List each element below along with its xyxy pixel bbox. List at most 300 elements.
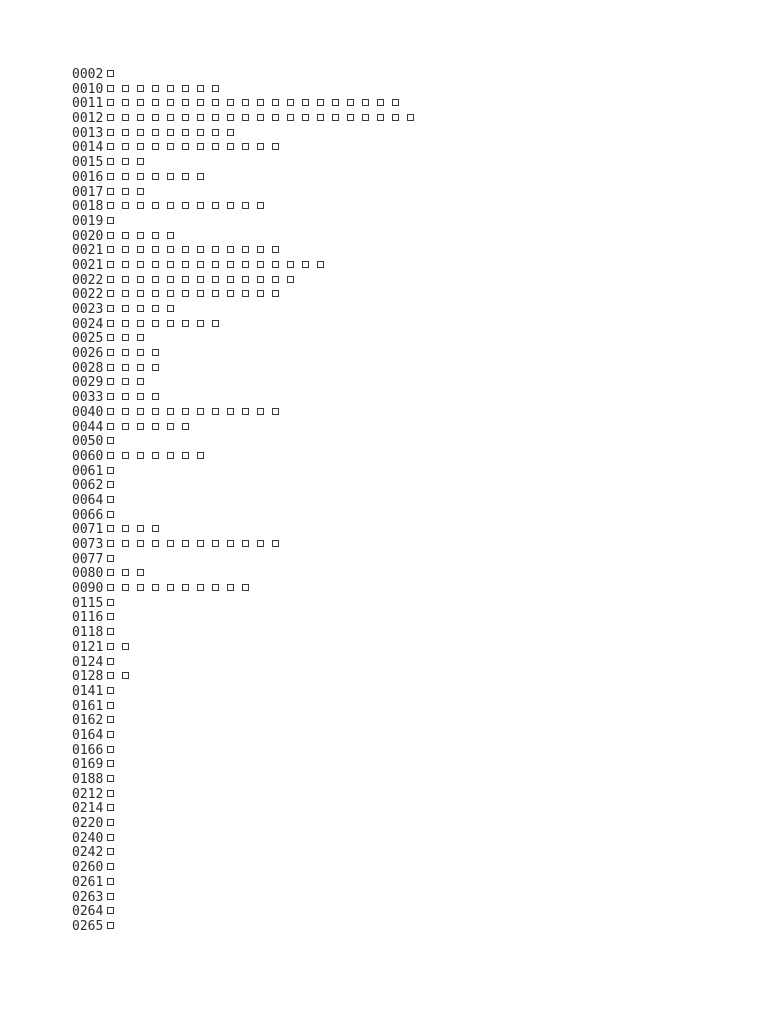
- notdef-box-icon: [122, 525, 129, 532]
- notdef-box-icon: [152, 393, 159, 400]
- row-boxes: [103, 640, 129, 655]
- notdef-box-icon: [137, 143, 144, 150]
- row-boxes: [103, 875, 114, 890]
- row-boxes: [103, 816, 114, 831]
- notdef-box-icon: [302, 114, 309, 121]
- code-row: [72, 788, 414, 803]
- notdef-box-icon: [212, 408, 219, 415]
- notdef-box-icon: [257, 408, 264, 415]
- row-boxes: [103, 361, 159, 376]
- notdef-box-icon: [107, 658, 114, 665]
- notdef-box-icon: [107, 408, 114, 415]
- notdef-box-icon: [107, 907, 114, 914]
- row-code-label: 0021: [72, 243, 104, 259]
- row-code-label: 0220: [72, 816, 104, 832]
- row-code-label: 0261: [72, 874, 104, 890]
- row-boxes: [103, 845, 114, 860]
- notdef-box-icon: [137, 158, 144, 165]
- code-row: [72, 641, 414, 656]
- code-row: [72, 376, 414, 391]
- notdef-box-icon: [167, 114, 174, 121]
- notdef-box-icon: [137, 232, 144, 239]
- notdef-box-icon: [107, 246, 114, 253]
- code-row: [72, 347, 414, 362]
- row-code-label: 0124: [72, 654, 104, 670]
- row-code-label: 0018: [72, 199, 104, 215]
- notdef-box-icon: [137, 276, 144, 283]
- row-code-label: 0050: [72, 434, 104, 450]
- notdef-box-icon: [257, 540, 264, 547]
- notdef-box-icon: [212, 261, 219, 268]
- notdef-box-icon: [167, 129, 174, 136]
- row-code-label: 0022: [72, 287, 104, 303]
- notdef-box-icon: [137, 320, 144, 327]
- notdef-box-icon: [182, 129, 189, 136]
- notdef-box-icon: [122, 143, 129, 150]
- notdef-box-icon: [107, 702, 114, 709]
- row-boxes: [103, 699, 114, 714]
- row-code-label: 0011: [72, 96, 104, 112]
- row-boxes: [103, 258, 324, 273]
- row-code-label: 0010: [72, 81, 104, 97]
- notdef-box-icon: [242, 261, 249, 268]
- notdef-box-icon: [407, 114, 414, 121]
- notdef-box-icon: [197, 173, 204, 180]
- notdef-box-icon: [257, 290, 264, 297]
- row-boxes: [103, 478, 114, 493]
- notdef-box-icon: [107, 99, 114, 106]
- notdef-box-icon: [122, 672, 129, 679]
- code-row: [72, 700, 414, 715]
- code-row: [72, 773, 414, 788]
- row-code-label: 0265: [72, 918, 104, 934]
- notdef-box-icon: [152, 114, 159, 121]
- row-boxes: [103, 331, 144, 346]
- notdef-box-icon: [212, 143, 219, 150]
- code-row: [72, 744, 414, 759]
- row-boxes: [103, 508, 114, 523]
- notdef-box-icon: [107, 70, 114, 77]
- notdef-box-icon: [167, 423, 174, 430]
- notdef-box-icon: [242, 276, 249, 283]
- row-code-label: 0116: [72, 610, 104, 626]
- notdef-box-icon: [152, 143, 159, 150]
- code-row: [72, 244, 414, 259]
- notdef-box-icon: [167, 232, 174, 239]
- notdef-box-icon: [137, 173, 144, 180]
- row-code-label: 0264: [72, 904, 104, 920]
- row-boxes: [103, 522, 159, 537]
- notdef-box-icon: [182, 290, 189, 297]
- row-code-label: 0080: [72, 566, 104, 582]
- notdef-box-icon: [137, 408, 144, 415]
- code-row: [72, 729, 414, 744]
- notdef-box-icon: [137, 188, 144, 195]
- notdef-box-icon: [152, 129, 159, 136]
- row-boxes: [103, 229, 174, 244]
- notdef-box-icon: [107, 525, 114, 532]
- notdef-box-icon: [137, 261, 144, 268]
- notdef-box-icon: [197, 408, 204, 415]
- notdef-box-icon: [167, 99, 174, 106]
- notdef-box-icon: [107, 290, 114, 297]
- row-boxes: [103, 537, 279, 552]
- notdef-box-icon: [122, 276, 129, 283]
- notdef-box-icon: [362, 114, 369, 121]
- code-row: [72, 523, 414, 538]
- notdef-box-icon: [167, 540, 174, 547]
- notdef-box-icon: [197, 584, 204, 591]
- notdef-box-icon: [107, 232, 114, 239]
- row-boxes: [103, 772, 114, 787]
- notdef-box-icon: [167, 85, 174, 92]
- row-code-label: 0121: [72, 639, 104, 655]
- code-row: [72, 832, 414, 847]
- notdef-box-icon: [197, 276, 204, 283]
- row-code-label: 0025: [72, 331, 104, 347]
- notdef-box-icon: [287, 114, 294, 121]
- row-boxes: [103, 287, 279, 302]
- code-row: [72, 920, 414, 935]
- notdef-box-icon: [212, 584, 219, 591]
- row-code-label: 0164: [72, 727, 104, 743]
- notdef-box-icon: [107, 129, 114, 136]
- code-row: [72, 406, 414, 421]
- notdef-box-icon: [257, 261, 264, 268]
- notdef-box-icon: [182, 452, 189, 459]
- notdef-box-icon: [242, 408, 249, 415]
- code-row: [72, 97, 414, 112]
- notdef-box-icon: [227, 540, 234, 547]
- row-code-label: 0044: [72, 419, 104, 435]
- notdef-box-icon: [122, 173, 129, 180]
- row-boxes: [103, 625, 114, 640]
- notdef-box-icon: [167, 305, 174, 312]
- notdef-box-icon: [122, 393, 129, 400]
- notdef-box-icon: [242, 143, 249, 150]
- notdef-box-icon: [107, 584, 114, 591]
- row-code-label: 0162: [72, 713, 104, 729]
- notdef-box-icon: [182, 99, 189, 106]
- notdef-box-icon: [107, 672, 114, 679]
- notdef-box-icon: [107, 687, 114, 694]
- code-row: [72, 758, 414, 773]
- notdef-box-icon: [377, 114, 384, 121]
- notdef-box-icon: [152, 276, 159, 283]
- row-code-label: 0066: [72, 507, 104, 523]
- code-row: [72, 465, 414, 480]
- code-row: [72, 200, 414, 215]
- notdef-box-icon: [107, 775, 114, 782]
- notdef-box-icon: [122, 305, 129, 312]
- code-row: [72, 802, 414, 817]
- notdef-box-icon: [107, 716, 114, 723]
- notdef-box-icon: [182, 202, 189, 209]
- notdef-box-icon: [122, 423, 129, 430]
- row-boxes: [103, 831, 114, 846]
- notdef-box-icon: [242, 290, 249, 297]
- row-boxes: [103, 596, 114, 611]
- notdef-box-icon: [242, 584, 249, 591]
- code-row: [72, 626, 414, 641]
- notdef-box-icon: [122, 408, 129, 415]
- notdef-box-icon: [257, 202, 264, 209]
- notdef-box-icon: [107, 599, 114, 606]
- notdef-box-icon: [137, 584, 144, 591]
- row-code-label: 0062: [72, 478, 104, 494]
- notdef-box-icon: [197, 114, 204, 121]
- code-row: [72, 288, 414, 303]
- notdef-box-icon: [152, 584, 159, 591]
- notdef-box-icon: [122, 452, 129, 459]
- notdef-box-icon: [122, 584, 129, 591]
- row-boxes: [103, 801, 114, 816]
- notdef-box-icon: [227, 129, 234, 136]
- notdef-box-icon: [377, 99, 384, 106]
- notdef-box-icon: [317, 114, 324, 121]
- notdef-box-icon: [212, 246, 219, 253]
- code-row: [72, 171, 414, 186]
- notdef-box-icon: [107, 423, 114, 430]
- notdef-box-icon: [137, 364, 144, 371]
- notdef-box-icon: [227, 202, 234, 209]
- notdef-box-icon: [242, 99, 249, 106]
- notdef-box-icon: [332, 114, 339, 121]
- notdef-box-icon: [107, 437, 114, 444]
- notdef-box-icon: [302, 99, 309, 106]
- row-boxes: [103, 581, 249, 596]
- notdef-box-icon: [272, 99, 279, 106]
- notdef-box-icon: [137, 378, 144, 385]
- notdef-box-icon: [257, 276, 264, 283]
- code-row: [72, 817, 414, 832]
- notdef-box-icon: [227, 261, 234, 268]
- row-boxes: [103, 111, 414, 126]
- row-code-label: 0026: [72, 346, 104, 362]
- code-row: [72, 435, 414, 450]
- code-row: [72, 670, 414, 685]
- notdef-box-icon: [182, 173, 189, 180]
- row-boxes: [103, 669, 129, 684]
- notdef-box-icon: [347, 99, 354, 106]
- row-boxes: [103, 140, 279, 155]
- notdef-box-icon: [122, 569, 129, 576]
- notdef-box-icon: [152, 85, 159, 92]
- row-code-label: 0013: [72, 125, 104, 141]
- notdef-box-icon: [107, 731, 114, 738]
- notdef-box-icon: [197, 99, 204, 106]
- notdef-box-icon: [107, 349, 114, 356]
- row-boxes: [103, 317, 219, 332]
- notdef-box-icon: [107, 511, 114, 518]
- row-boxes: [103, 243, 279, 258]
- row-code-label: 0064: [72, 492, 104, 508]
- row-code-label: 0019: [72, 213, 104, 229]
- code-row: [72, 421, 414, 436]
- row-boxes: [103, 552, 114, 567]
- notdef-box-icon: [107, 143, 114, 150]
- row-code-label: 0128: [72, 669, 104, 685]
- code-row: [72, 538, 414, 553]
- notdef-box-icon: [182, 540, 189, 547]
- row-code-label: 0212: [72, 786, 104, 802]
- notdef-box-icon: [347, 114, 354, 121]
- code-row: [72, 494, 414, 509]
- row-code-label: 0021: [72, 257, 104, 273]
- row-boxes: [103, 302, 174, 317]
- notdef-box-icon: [107, 393, 114, 400]
- notdef-box-icon: [197, 452, 204, 459]
- notdef-box-icon: [107, 496, 114, 503]
- code-row: [72, 68, 414, 83]
- notdef-box-icon: [122, 232, 129, 239]
- row-boxes: [103, 610, 114, 625]
- notdef-box-icon: [167, 408, 174, 415]
- notdef-box-icon: [122, 334, 129, 341]
- notdef-box-icon: [107, 893, 114, 900]
- notdef-box-icon: [212, 114, 219, 121]
- notdef-box-icon: [257, 114, 264, 121]
- notdef-box-icon: [107, 878, 114, 885]
- code-row: [72, 362, 414, 377]
- notdef-box-icon: [227, 584, 234, 591]
- notdef-box-icon: [137, 290, 144, 297]
- row-boxes: [103, 449, 204, 464]
- row-boxes: [103, 904, 114, 919]
- notdef-box-icon: [287, 99, 294, 106]
- notdef-box-icon: [197, 246, 204, 253]
- row-boxes: [103, 434, 114, 449]
- row-boxes: [103, 743, 114, 758]
- notdef-box-icon: [152, 452, 159, 459]
- notdef-box-icon: [152, 525, 159, 532]
- notdef-box-icon: [107, 305, 114, 312]
- notdef-box-icon: [167, 173, 174, 180]
- code-row: [72, 156, 414, 171]
- code-row: [72, 861, 414, 876]
- row-code-label: 0161: [72, 698, 104, 714]
- notdef-box-icon: [107, 790, 114, 797]
- row-code-label: 0024: [72, 316, 104, 332]
- code-row: [72, 611, 414, 626]
- notdef-box-icon: [272, 246, 279, 253]
- notdef-box-icon: [182, 85, 189, 92]
- notdef-box-icon: [227, 246, 234, 253]
- notdef-box-icon: [212, 276, 219, 283]
- notdef-box-icon: [122, 246, 129, 253]
- row-boxes: [103, 757, 114, 772]
- code-row: [72, 318, 414, 333]
- row-boxes: [103, 199, 264, 214]
- notdef-box-icon: [227, 143, 234, 150]
- notdef-box-icon: [227, 408, 234, 415]
- row-boxes: [103, 405, 279, 420]
- row-code-label: 0012: [72, 111, 104, 127]
- notdef-box-icon: [197, 261, 204, 268]
- notdef-box-icon: [197, 202, 204, 209]
- notdef-box-icon: [182, 143, 189, 150]
- notdef-box-icon: [107, 364, 114, 371]
- notdef-box-icon: [107, 217, 114, 224]
- code-row: [72, 83, 414, 98]
- notdef-box-icon: [152, 202, 159, 209]
- notdef-box-icon: [272, 276, 279, 283]
- row-boxes: [103, 67, 114, 82]
- notdef-box-icon: [107, 628, 114, 635]
- notdef-box-icon: [212, 540, 219, 547]
- notdef-box-icon: [182, 246, 189, 253]
- row-code-label: 0214: [72, 801, 104, 817]
- notdef-box-icon: [122, 114, 129, 121]
- code-row: [72, 127, 414, 142]
- code-row: [72, 656, 414, 671]
- notdef-box-icon: [167, 261, 174, 268]
- row-boxes: [103, 464, 114, 479]
- notdef-box-icon: [257, 143, 264, 150]
- notdef-box-icon: [152, 423, 159, 430]
- notdef-box-icon: [257, 99, 264, 106]
- notdef-box-icon: [242, 540, 249, 547]
- code-row: [72, 274, 414, 289]
- row-boxes: [103, 214, 114, 229]
- notdef-box-icon: [137, 540, 144, 547]
- notdef-box-icon: [302, 261, 309, 268]
- notdef-box-icon: [317, 99, 324, 106]
- row-boxes: [103, 170, 204, 185]
- code-row: [72, 582, 414, 597]
- code-row: [72, 332, 414, 347]
- notdef-box-icon: [167, 143, 174, 150]
- notdef-box-icon: [182, 423, 189, 430]
- notdef-box-icon: [242, 114, 249, 121]
- notdef-box-icon: [212, 129, 219, 136]
- code-row: [72, 597, 414, 612]
- notdef-box-icon: [227, 290, 234, 297]
- notdef-box-icon: [152, 540, 159, 547]
- notdef-box-icon: [107, 320, 114, 327]
- row-code-label: 0073: [72, 537, 104, 552]
- notdef-box-icon: [392, 99, 399, 106]
- notdef-box-icon: [122, 202, 129, 209]
- notdef-box-icon: [107, 643, 114, 650]
- notdef-box-icon: [152, 349, 159, 356]
- row-boxes: [103, 787, 114, 802]
- notdef-box-icon: [107, 746, 114, 753]
- row-boxes: [103, 493, 114, 508]
- code-row: [72, 846, 414, 861]
- row-boxes: [103, 273, 294, 288]
- notdef-box-icon: [212, 290, 219, 297]
- row-code-label: 0115: [72, 595, 104, 611]
- row-code-label: 0169: [72, 757, 104, 773]
- notdef-box-icon: [272, 143, 279, 150]
- notdef-box-icon: [137, 334, 144, 341]
- code-row: [72, 567, 414, 582]
- row-code-label: 0260: [72, 860, 104, 876]
- notdef-box-icon: [227, 114, 234, 121]
- code-row: [72, 391, 414, 406]
- notdef-box-icon: [122, 99, 129, 106]
- notdef-box-icon: [137, 246, 144, 253]
- notdef-box-icon: [242, 202, 249, 209]
- notdef-box-icon: [212, 85, 219, 92]
- row-code-label: 0060: [72, 448, 104, 464]
- notdef-box-icon: [182, 320, 189, 327]
- code-row: [72, 479, 414, 494]
- row-code-label: 0118: [72, 625, 104, 641]
- notdef-box-icon: [197, 143, 204, 150]
- notdef-box-icon: [167, 276, 174, 283]
